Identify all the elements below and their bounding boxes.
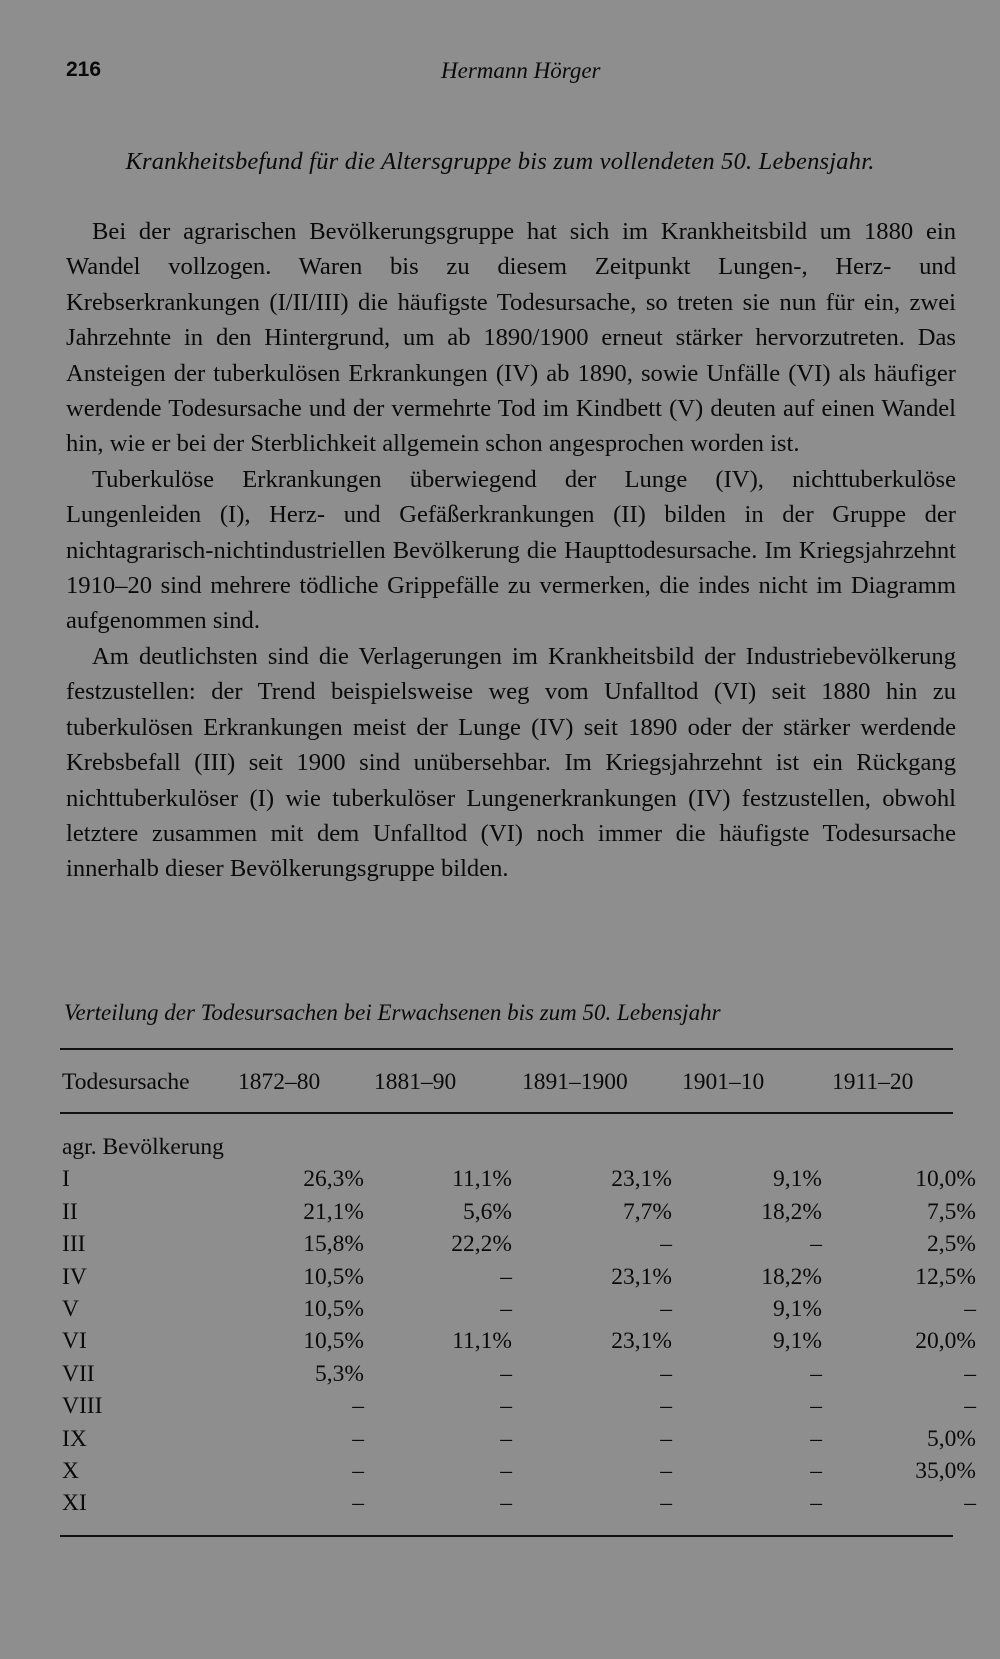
percentage-cell: – [810, 1457, 822, 1484]
cause-code-cell: IV [62, 1263, 87, 1290]
percentage-cell: – [964, 1296, 976, 1323]
percentage-cell: 22,2% [451, 1231, 512, 1258]
cause-code-cell: I [62, 1166, 70, 1193]
column-header: 1891–1900 [522, 1068, 628, 1095]
percentage-cell: – [500, 1263, 512, 1290]
table-row [62, 1423, 986, 1455]
percentage-cell: 7,5% [927, 1198, 976, 1225]
percentage-cell: 21,1% [303, 1198, 364, 1225]
percentage-cell: 20,0% [915, 1328, 976, 1355]
percentage-cell: – [660, 1393, 672, 1420]
cause-code-cell: V [62, 1296, 79, 1323]
percentage-cell: 11,1% [452, 1166, 512, 1193]
percentage-cell: 35,0% [915, 1457, 976, 1484]
percentage-cell: – [352, 1393, 364, 1420]
percentage-cell: – [810, 1425, 822, 1452]
percentage-cell: – [660, 1296, 672, 1323]
percentage-cell: – [964, 1393, 976, 1420]
cause-code-cell: XI [62, 1490, 87, 1517]
running-header [66, 58, 934, 92]
table-spacer [62, 1099, 986, 1131]
percentage-cell: – [810, 1490, 822, 1517]
cause-code-cell: VI [62, 1328, 87, 1355]
section-heading: Krankheitsbefund für die Altersgruppe bis zum vollendeten 50. Lebensjahr. [125, 148, 875, 175]
column-header: Todesursache [62, 1068, 190, 1095]
paragraph-2: Tuberkulöse Erkrankungen überwiegend der Lunge (IV), nichttuberkulöse Lungenleiden (I), Herz- und Gefäßerkrankungen (II) bilden in der Gruppe der nichtagrarisch-nichtindustriellen Bevölkerung die Haupttodesursache. Im Kriegsjahrzehnt 1910–20 sind mehrere tödliche Grippefälle zu vermerken, die indes nicht im Diagramm aufgenommen sind. [66, 465, 956, 635]
percentage-cell: – [810, 1231, 822, 1258]
percentage-cell: – [352, 1490, 364, 1517]
percentage-cell: 9,1% [773, 1328, 822, 1355]
percentage-cell: 23,1% [611, 1166, 672, 1193]
percentage-cell: – [810, 1360, 822, 1387]
percentage-cell: 5,3% [315, 1360, 364, 1387]
column-header: 1881–90 [374, 1068, 457, 1095]
percentage-cell: – [660, 1457, 672, 1484]
percentage-cell: – [352, 1457, 364, 1484]
table-row [62, 1358, 986, 1390]
cause-code-cell: II [62, 1198, 78, 1225]
percentage-cell: 10,5% [303, 1296, 364, 1323]
group-row [62, 1131, 986, 1163]
percentage-cell: – [964, 1360, 976, 1387]
percentage-cell: 7,7% [623, 1198, 672, 1225]
percentage-cell: 5,0% [927, 1425, 976, 1452]
body-text [66, 214, 956, 887]
table-row [62, 1455, 986, 1487]
percentage-cell: 9,1% [773, 1296, 822, 1323]
percentage-cell: – [660, 1360, 672, 1387]
percentage-cell: 10,0% [915, 1166, 976, 1193]
table-top-rule [60, 1048, 953, 1050]
percentage-cell: – [964, 1490, 976, 1517]
percentage-cell: 18,2% [761, 1263, 822, 1290]
cause-code-cell: IX [62, 1425, 87, 1452]
table-row [62, 1326, 986, 1358]
table-body [62, 1099, 986, 1520]
table-row [62, 1196, 986, 1228]
percentage-cell: 15,8% [303, 1231, 364, 1258]
table-row [62, 1391, 986, 1423]
paragraph-3: Am deutlichsten sind die Verlagerungen im Krankheitsbild der Industriebevölkerung festzustellen: der Trend beispielsweise weg vom Unfalltod (VI) seit 1880 hin zu tuberkulösen Erkrankungen meist der Lunge (IV) seit 1890 oder der stärker werdende Krebsbefall (III) seit 1900 sind unübersehbar. Im Kriegsjahrzehnt ist ein Rückgang nichttuberkulöser (I) wie tuberkulöser Lungenerkrankungen (IV) festzustellen, obwohl letztere zusammen mit dem Unfalltod (VI) noch immer die häufigste Todesursache innerhalb dieser Bevölkerungsgruppe bilden. [66, 642, 956, 883]
table-row [62, 1488, 986, 1520]
percentage-cell: 23,1% [611, 1263, 672, 1290]
percentage-cell: 5,6% [463, 1198, 512, 1225]
column-header: 1872–80 [238, 1068, 321, 1095]
group-label: agr. Bevölkerung [62, 1134, 224, 1161]
percentage-cell: 11,1% [452, 1328, 512, 1355]
page-number: 216 [66, 58, 102, 81]
percentage-cell: – [500, 1296, 512, 1323]
table-bottom-rule [60, 1535, 953, 1537]
table-row [62, 1261, 986, 1293]
paragraph-1: Bei der agrarischen Bevölkerungsgruppe hat sich im Krankheitsbild um 1880 ein Wandel vollzogen. Waren bis zu diesem Zeitpunkt Lungen-, Herz- und Krebserkrankungen (I/II/III) die häufigste Todesursache, so treten sie nun für ein, zwei Jahrzehnte in den Hintergrund, um ab 1890/1900 erneut stärker hervorzutreten. Das Ansteigen der tuberkulösen Erkrankungen (IV) ab 1890, sowie Unfälle (VI) als häufiger werdende Todesursache und der vermehrte Tod im Kindbett (V) deuten auf einen Wandel hin, wie er bei der Sterblichkeit allgemein schon angesprochen worden ist. [66, 218, 956, 458]
table-header-row [62, 1065, 986, 1099]
causes-of-death-table [62, 1065, 986, 1520]
percentage-cell: 26,3% [303, 1166, 364, 1193]
percentage-cell: – [660, 1425, 672, 1452]
percentage-cell: – [500, 1457, 512, 1484]
percentage-cell: 18,2% [761, 1198, 822, 1225]
column-header: 1911–20 [832, 1068, 914, 1095]
percentage-cell: 23,1% [611, 1328, 672, 1355]
percentage-cell: – [500, 1393, 512, 1420]
percentage-cell: 10,5% [303, 1328, 364, 1355]
cause-code-cell: VII [62, 1360, 95, 1387]
percentage-cell: – [500, 1490, 512, 1517]
percentage-cell: – [500, 1360, 512, 1387]
running-author: Hermann Hörger [441, 58, 601, 83]
percentage-cell: – [500, 1425, 512, 1452]
table-row [62, 1293, 986, 1325]
table-row [62, 1229, 986, 1261]
column-header: 1901–10 [682, 1068, 765, 1095]
percentage-cell: – [660, 1231, 672, 1258]
percentage-cell: 12,5% [915, 1263, 976, 1290]
cause-code-cell: VIII [62, 1393, 103, 1420]
percentage-cell: – [660, 1490, 672, 1517]
percentage-cell: – [352, 1425, 364, 1452]
percentage-cell: 9,1% [773, 1166, 822, 1193]
cause-code-cell: X [62, 1457, 79, 1484]
percentage-cell: 2,5% [927, 1231, 976, 1258]
table-row [62, 1164, 986, 1196]
percentage-cell: – [810, 1393, 822, 1420]
cause-code-cell: III [62, 1231, 86, 1258]
percentage-cell: 10,5% [303, 1263, 364, 1290]
table-caption: Verteilung der Todesursachen bei Erwachsenen bis zum 50. Lebensjahr [64, 1000, 721, 1025]
